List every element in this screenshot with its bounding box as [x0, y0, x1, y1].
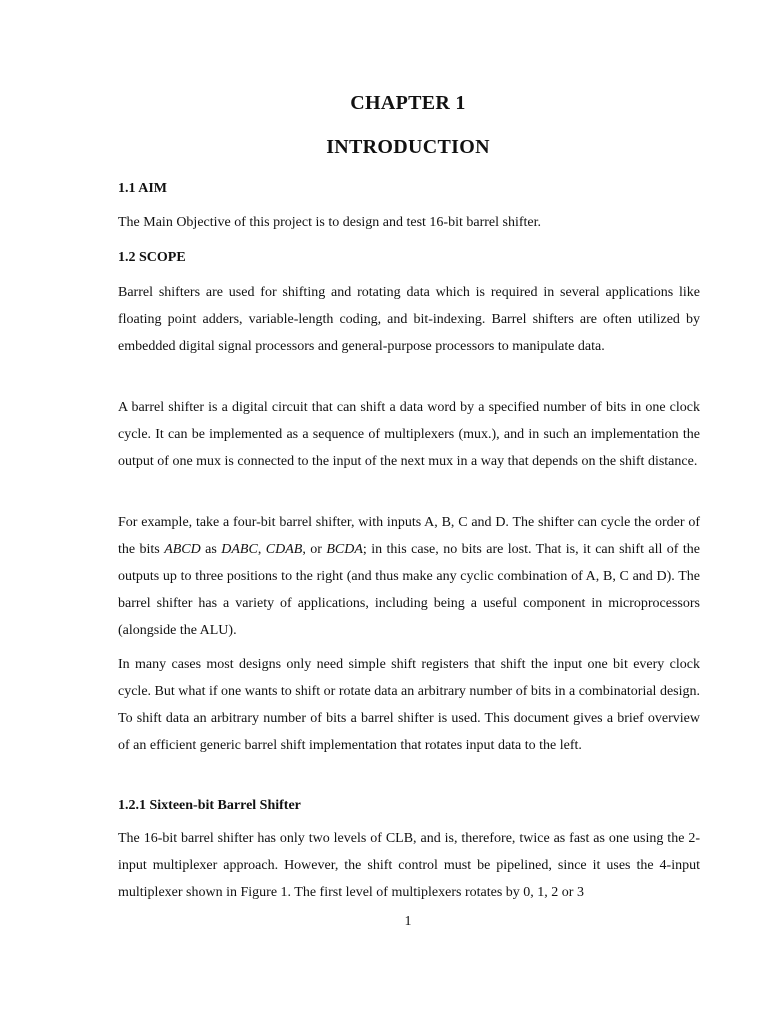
- scope-paragraph-2: A barrel shifter is a digital circuit that can shift a data word by a specified number of bits in one clock cycle. It can be implemented as a sequence of multiplexers (mux.), and in such an implementation the output of one mux is connected to the input of the next mux in a way that depends on the shift distance.: [118, 400, 700, 469]
- chapter-title: INTRODUCTION: [326, 136, 490, 158]
- p3-italic-dabc: DABC: [221, 542, 258, 557]
- scope-paragraph-1: Barrel shifters are used for shifting and rotating data which is required in several applications like floating point adders, variable-length coding, and bit-indexing. Barrel shifters are often utilized by embedded digital signal processors and general-purpose processors to manipulate data.: [118, 285, 700, 354]
- aim-text: The Main Objective of this project is to design and test 16-bit barrel shifter.: [118, 215, 542, 230]
- sixteen-bit-paragraph-1: The 16-bit barrel shifter has only two levels of CLB, and is, therefore, twice as fast as one using the 2-input multiplexer approach. However, the shift control must be pipelined, since it uses the 4-input multiplexer shown in Figure 1. The first level of multiplexers rotates by 0, 1, 2 or 3: [118, 831, 700, 900]
- section-heading-scope: 1.2 SCOPE: [118, 250, 186, 265]
- p3-italic-cdab: CDAB: [265, 542, 303, 557]
- p3-text-3: ,: [257, 542, 266, 557]
- p3-italic-bcda: BCDA: [326, 542, 363, 557]
- p3-text-5: ; in this case, no bits are lost. That is, it can shift all of the outputs up to three positions to the right (and thus make any cyclic combination of A, B, C and D). The barrel shifter has a variety of applications, including being a useful component in microprocessors (alongside the ALU).: [118, 542, 700, 638]
- p3-text-1: For example, take a four-bit barrel shifter, with inputs A, B, C and D. The shifter can cycle the order of the bits: [118, 515, 700, 557]
- scope-paragraph-3: [118, 509, 700, 644]
- chapter-number: CHAPTER 1: [350, 92, 466, 114]
- scope-paragraph-4: In many cases most designs only need simple shift registers that shift the input one bit every clock cycle. But what if one wants to shift or rotate data an arbitrary number of bits in a combinatorial design. To shift data an arbitrary number of bits a barrel shifter is used. This document gives a brief overview of an efficient generic barrel shift implementation that rotates input data to the left.: [118, 657, 700, 753]
- page-number: 1: [404, 914, 412, 929]
- p3-text-4: , or: [302, 542, 327, 557]
- p3-italic-abcd: ABCD: [164, 542, 201, 557]
- section-heading-sixteen-bit: 1.2.1 Sixteen-bit Barrel Shifter: [118, 798, 301, 813]
- section-heading-aim: 1.1 AIM: [118, 181, 167, 196]
- p3-text-2: as: [200, 542, 222, 557]
